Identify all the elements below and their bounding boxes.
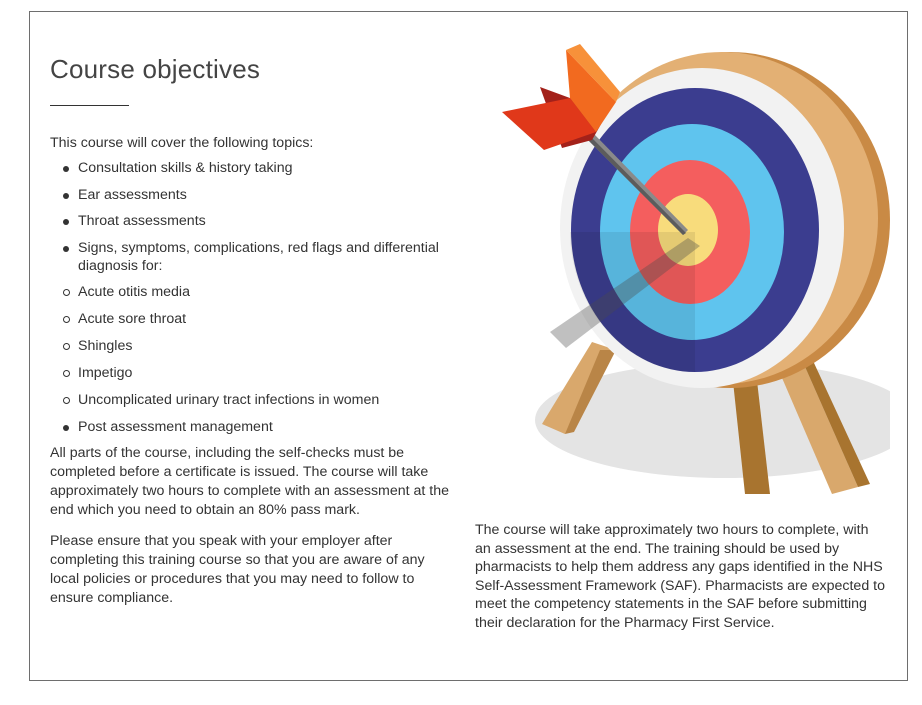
sub-list-item: Uncomplicated urinary tract infections in women xyxy=(50,391,450,409)
bullet-icon xyxy=(63,166,69,172)
sub-list-item: Acute otitis media xyxy=(50,283,450,301)
target-icon xyxy=(470,32,890,502)
hollow-bullet-icon xyxy=(63,289,70,296)
list-item: Signs, symptoms, complications, red flags and differential diagnosis for: xyxy=(50,239,450,275)
list-item: Ear assessments xyxy=(50,186,450,204)
list-item: Consultation skills & history taking xyxy=(50,159,450,177)
list-item: Post assessment management xyxy=(50,418,450,436)
objectives-column xyxy=(50,52,450,608)
archery-target-illustration xyxy=(470,32,890,502)
title-underline xyxy=(50,105,129,106)
bullet-icon xyxy=(63,193,69,199)
sub-list-item: Shingles xyxy=(50,337,450,355)
sub-list-item: Impetigo xyxy=(50,364,450,382)
hollow-bullet-icon xyxy=(63,370,70,377)
hollow-bullet-icon xyxy=(63,316,70,323)
course-duration-paragraph: The course will take approximately two hours to complete, with an assessment at the end. The training should be used by pharmacists to help them address any gaps identified in the NHS Self-Assessment Framework (SAF). Pharmacists are expected to meet the competency statements in the SAF before submitting their declaration for the Pharmacy First Service. xyxy=(475,522,885,631)
content-panel xyxy=(29,11,908,681)
list-item: Throat assessments xyxy=(50,212,450,230)
completion-paragraph: All parts of the course, including the self-checks must be completed before a certificate is issued. The course will take approximately two hours to complete with an assessment at the end which you need to obtain an 80% pass mark. xyxy=(50,445,450,518)
intro-text: This course will cover the following topics: xyxy=(50,135,314,151)
bullet-icon xyxy=(63,425,69,431)
employer-paragraph: Please ensure that you speak with your employer after completing this training course so that you are aware of any local policies or procedures that you may need to follow to ensure compliance. xyxy=(50,533,425,606)
topics-list xyxy=(50,159,450,436)
sub-list-item: Acute sore throat xyxy=(50,310,450,328)
bullet-icon xyxy=(63,219,69,225)
hollow-bullet-icon xyxy=(63,397,70,404)
hollow-bullet-icon xyxy=(63,343,70,350)
page-title: Course objectives xyxy=(50,54,261,84)
bullet-icon xyxy=(63,246,69,252)
